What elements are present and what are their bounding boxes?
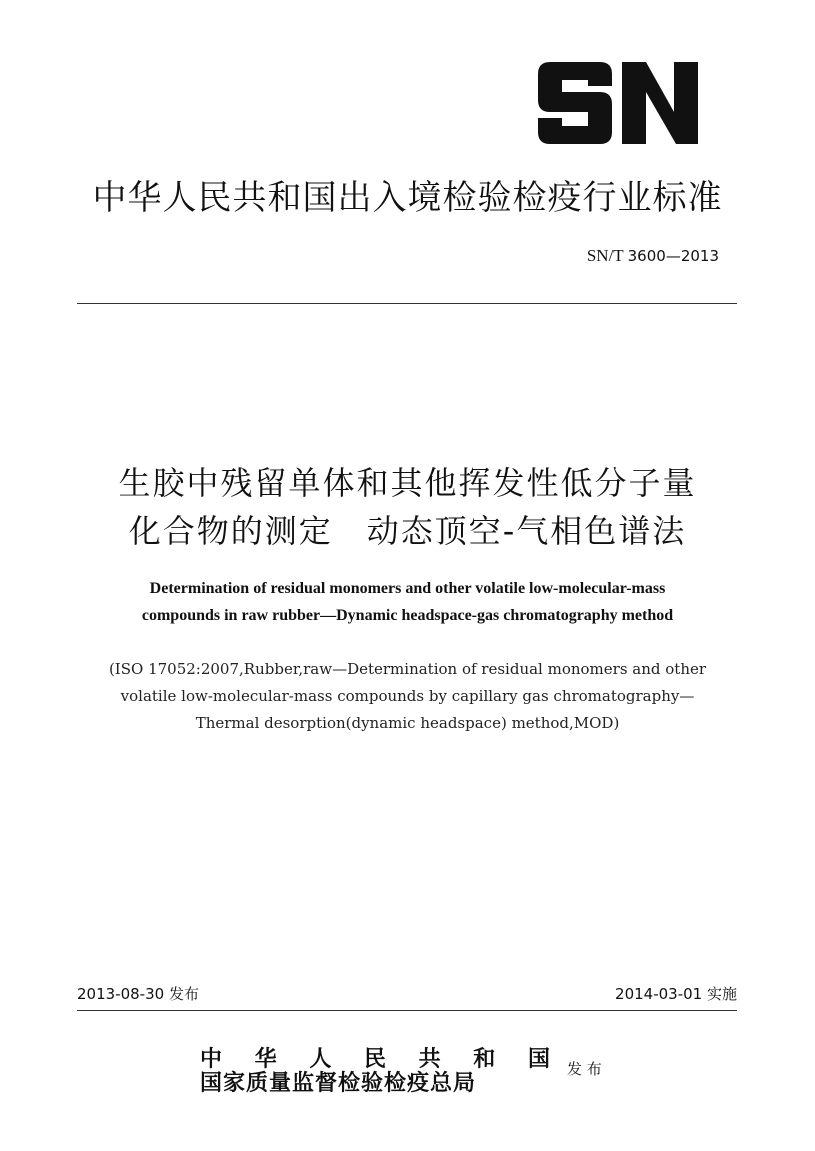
footer-divider <box>77 1010 737 1011</box>
issuer-char: 中 <box>200 1046 223 1072</box>
publish-label: 发 布 <box>567 1060 602 1078</box>
issuer-char: 共 <box>418 1046 441 1072</box>
issue-date: 2013-08-30 发布 <box>77 985 199 1003</box>
header-divider <box>77 303 737 304</box>
english-title-line-2: compounds in raw rubber—Dynamic headspace-gas chromatography method <box>141 607 674 624</box>
iso-reference-line-3: Thermal desorption(dynamic headspace) method,MOD) <box>195 714 620 732</box>
implementation-date: 2014-03-01 实施 <box>615 985 737 1003</box>
chinese-title-line-1: 生胶中残留单体和其他挥发性低分子量 <box>118 464 697 502</box>
chinese-title-line-2: 化合物的测定 动态顶空-气相色谱法 <box>128 512 687 550</box>
iso-reference-line-2: volatile low-molecular-mass compounds by capillary gas chromatography— <box>120 687 695 705</box>
issuer-char: 华 <box>254 1046 277 1072</box>
issuer-line-2: 国家质量监督检验检疫总局 <box>200 1070 477 1096</box>
issuer-char: 民 <box>363 1046 386 1072</box>
standard-code: 3600—2013 <box>627 247 719 265</box>
iso-reference-line-1: (ISO 17052:2007,Rubber,raw—Determination of residual monomers and other <box>108 660 707 678</box>
standard-category-title: 中华人民共和国出入境检验检疫行业标准 <box>92 178 723 218</box>
issuer-char: 国 <box>527 1046 550 1072</box>
english-title-line-1: Determination of residual monomers and other volatile low-molecular-mass <box>149 580 666 597</box>
standard-prefix: SN/T <box>586 246 624 265</box>
standard-number <box>587 246 719 266</box>
issuer-char: 和 <box>473 1046 496 1072</box>
issuer-char: 人 <box>309 1046 332 1072</box>
sn-logo <box>538 62 698 144</box>
